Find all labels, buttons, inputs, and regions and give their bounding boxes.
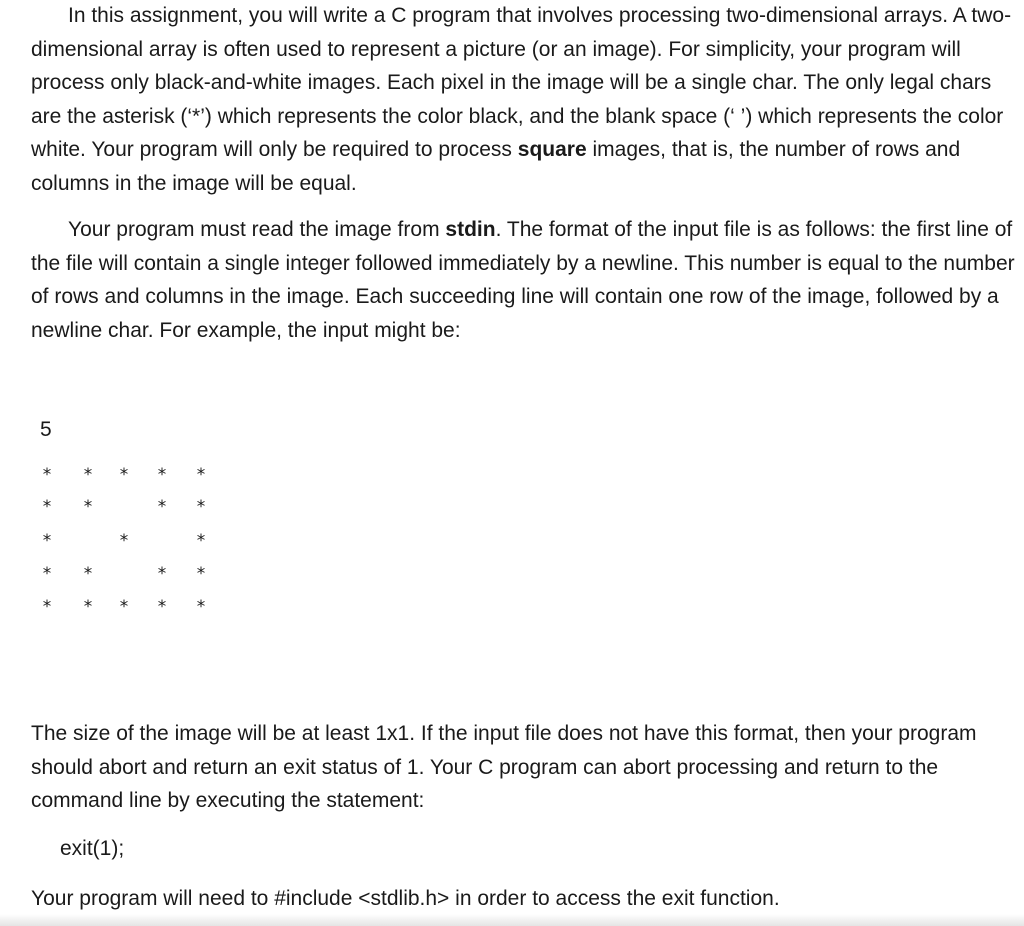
asterisk-pixel: *	[196, 564, 206, 584]
asterisk-pixel: *	[42, 497, 52, 517]
asterisk-pixel: *	[157, 564, 167, 584]
intro-paragraph	[31, 0, 1017, 200]
asterisk-pixel: *	[42, 531, 52, 551]
asterisk-pixel: *	[83, 597, 93, 617]
asterisk-pixel: *	[196, 597, 206, 617]
intro-text-end: images, that is, the number of rows and columns in the image will be equal.	[31, 138, 961, 195]
asterisk-pixel: *	[83, 564, 93, 584]
page-bottom-edge	[0, 914, 1024, 926]
example-size-value: 5	[40, 418, 52, 441]
asterisk-pixel: *	[157, 465, 167, 485]
asterisk-pixel: *	[42, 465, 52, 485]
input-format-paragraph	[31, 213, 1017, 347]
asterisk-pixel: *	[83, 465, 93, 485]
example-image-row	[0, 564, 260, 584]
include-note: Your program will need to #include <stdlib.h> in order to access the exit function.	[31, 887, 780, 910]
asterisk-pixel: *	[119, 531, 129, 551]
example-image-row	[0, 497, 260, 517]
example-image-row	[0, 597, 260, 617]
asterisk-pixel: *	[196, 497, 206, 517]
stdin-emphasis: stdin	[445, 218, 496, 241]
input-format-text-start: Your program must read the image from	[68, 218, 446, 241]
asterisk-pixel: *	[42, 597, 52, 617]
asterisk-pixel: *	[196, 531, 206, 551]
asterisk-pixel: *	[83, 497, 93, 517]
asterisk-pixel: *	[42, 564, 52, 584]
example-image-row	[0, 531, 260, 551]
asterisk-pixel: *	[196, 465, 206, 485]
square-emphasis: square	[517, 138, 587, 161]
asterisk-pixel: *	[157, 597, 167, 617]
example-image-row	[0, 465, 260, 485]
intro-text-start: In this assignment, you will write a C program that involves processing two-dimensional arrays. A two-dimensional array is often used to represent a picture (or an image). For simplicity, your program will process only black-and-white images. Each pixel in the image will be a single char. The only legal chars are the asterisk (‘*’) which represents the color black, and the blank space (‘ ’) which represents the color white. Your program will only be required to process	[31, 4, 1012, 161]
exit-code-line: exit(1);	[60, 837, 125, 860]
abort-paragraph: The size of the image will be at least 1x1. If the input file does not have this format, then your program should abort and return an exit status of 1. Your C program can abort processing and return to the command line by executing the statement:	[31, 722, 977, 812]
input-format-text-end: . The format of the input file is as follows: the first line of the file will contain a single integer followed immediately by a newline. This number is equal to the number of rows and columns in the image. Each succeeding line will contain one row of the image, followed by a newline char. For example, the input might be:	[31, 218, 1015, 342]
asterisk-pixel: *	[157, 497, 167, 517]
asterisk-pixel: *	[119, 597, 129, 617]
asterisk-pixel: *	[119, 465, 129, 485]
